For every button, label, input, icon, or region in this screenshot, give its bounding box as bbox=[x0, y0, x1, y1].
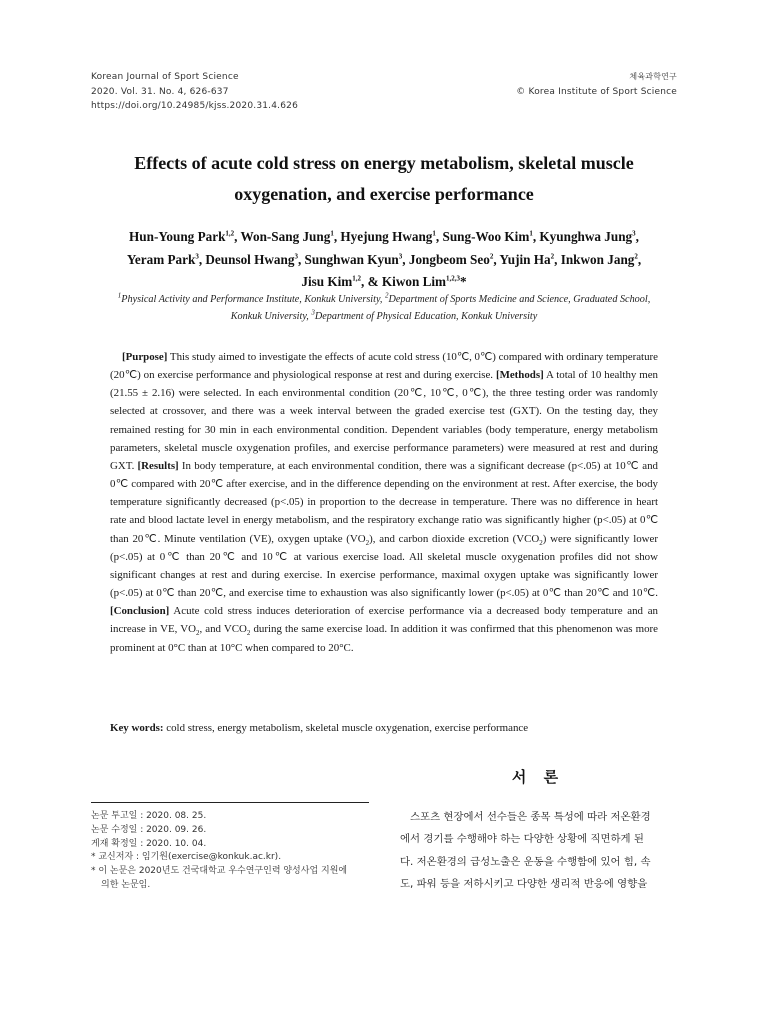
author-name: Kiwon Lim bbox=[381, 274, 447, 289]
affiliation-line-2 bbox=[90, 308, 678, 325]
results-text: ) were significantly lower (p<.05) at 0℃ than 20℃ and 10℃ at various exercise load. All skeletal muscle oxygenation profiles did not show significant changes at rest and during exercise. In exercise performance, maximal oxygen uptake was significantly lower (p<.05) at 0℃ than 20℃, and exercise time to exhaustion was also significantly lower (p<.05) at 0℃ than 20℃ and 10℃. bbox=[110, 532, 658, 600]
body-line: 스포츠 현장에서 선수들은 종목 특성에 따라 저온환경 bbox=[410, 811, 651, 823]
affiliation-2: Department of Sports Medicine and Science, Graduated School, bbox=[388, 294, 651, 305]
journal-name: Korean Journal of Sport Science bbox=[91, 72, 239, 82]
body-line: 도, 파워 등을 저하시키고 다양한 생리적 반응에 영향을 bbox=[400, 878, 648, 891]
author-line-2 bbox=[90, 249, 678, 272]
results-text: ), and carbon dioxide excretion (VCO bbox=[369, 532, 540, 545]
author-separator: , bbox=[402, 251, 409, 267]
affiliation-line-1 bbox=[90, 291, 678, 308]
author-affiliation-marker: 3 bbox=[294, 252, 298, 261]
conclusion-text: , and VCO bbox=[199, 623, 247, 636]
author-name: Deunsol Hwang bbox=[205, 251, 295, 267]
author-affiliation-marker: 2 bbox=[634, 252, 638, 261]
keywords bbox=[110, 720, 670, 736]
author-entry bbox=[127, 252, 206, 267]
title-line-2: oxygenation, and exercise performance bbox=[234, 184, 534, 204]
affiliation-marker: 1 bbox=[117, 291, 122, 300]
author-separator: , bbox=[435, 229, 443, 244]
author-list bbox=[90, 226, 678, 294]
copyright: © Korea Institute of Sport Science bbox=[516, 86, 677, 97]
author-name: Sung-Woo Kim bbox=[442, 229, 530, 244]
author-affiliation-marker: 1,2 bbox=[352, 274, 362, 283]
footnote-submitted: 논문 투고일 : 2020. 08. 25. bbox=[91, 811, 207, 821]
conclusion-label: [Conclusion] bbox=[110, 605, 170, 618]
author-affiliation-marker: 2 bbox=[489, 252, 494, 261]
footnote-funding: * 이 논문은 2020년도 건국대학교 우수연구인력 양성사업 지원에 bbox=[91, 866, 348, 877]
doi-link[interactable]: https://doi.org/10.24985/kjss.2020.31.4.626 bbox=[91, 101, 299, 111]
results-label: [Results] bbox=[137, 459, 179, 472]
author-separator: , bbox=[637, 251, 642, 267]
author-entry bbox=[442, 229, 539, 244]
author-entry bbox=[409, 252, 500, 267]
author-affiliation-marker: 3 bbox=[632, 229, 636, 238]
author-affiliation-marker: 2 bbox=[550, 252, 555, 261]
keywords-text: cold stress, energy metabolism, skeletal muscle oxygenation, exercise performance bbox=[163, 722, 529, 734]
author-affiliation-marker: 1 bbox=[330, 229, 334, 238]
body-line: 다. 저온환경의 급성노출은 운동을 수행함에 있어 힘, 속 bbox=[400, 855, 651, 868]
footnote-revised: 논문 수정일 : 2020. 09. 26. bbox=[91, 824, 207, 835]
subscript: 2 bbox=[365, 538, 370, 547]
author-separator: , bbox=[532, 229, 540, 244]
subscript: 2 bbox=[246, 629, 251, 638]
publisher-header bbox=[516, 70, 677, 99]
journal-header bbox=[91, 70, 298, 114]
results-text: In body temperature, at each environmental condition, there was a significant decrease (p<.05) at 10℃ and 0℃ compared with 20℃ after exercise, and in the difference depending on the environment at rest. After exercise, the body temperature significantly decreased (p<.05) in proportion to the decrease in temperature. There was no difference in heart rate and blood lactate level in energy metabolism, and the respiratory exchange ratio was significantly higher (p<.05) at 0℃ than 20℃. Minute ventilation (VE), oxygen uptake (VO bbox=[110, 459, 658, 545]
footnote-funding-cont: 의한 논문임. bbox=[101, 879, 151, 890]
journal-volume: 2020. Vol. 31. No. 4, 626-637 bbox=[91, 86, 229, 97]
footnote-corresponding-author: * 교신저자 : 임기원(exercise@konkuk.ac.kr). bbox=[91, 852, 282, 863]
author-name: Sunghwan Kyun bbox=[304, 251, 399, 267]
author-name: Jongbeom Seo bbox=[408, 251, 490, 267]
affiliation-marker: 3 bbox=[311, 308, 315, 317]
author-separator: , bbox=[493, 251, 500, 267]
author-name: Kyunghwa Jung bbox=[539, 229, 633, 244]
footnote-divider bbox=[91, 802, 369, 803]
purpose-label: [Purpose] bbox=[122, 351, 168, 363]
author-affiliation-marker: 3 bbox=[195, 252, 199, 261]
publisher-korean: 체육과학연구 bbox=[629, 72, 677, 81]
author-separator: , bbox=[333, 229, 341, 244]
author-entry bbox=[241, 229, 341, 244]
author-affiliation-marker: 1 bbox=[432, 229, 436, 238]
subscript: 2 bbox=[195, 629, 200, 638]
author-entry bbox=[561, 252, 641, 267]
author-separator: , bbox=[198, 251, 206, 267]
affiliation-marker: 2 bbox=[385, 291, 389, 300]
author-separator: * bbox=[460, 274, 467, 289]
author-entry bbox=[301, 274, 382, 289]
author-entry bbox=[340, 229, 442, 244]
author-name: Hun-Young Park bbox=[129, 229, 226, 244]
introduction-body bbox=[400, 806, 680, 896]
author-separator: , bbox=[554, 251, 561, 267]
body-line: 에서 경기를 수행해야 하는 다양한 상황에 직면하게 된 bbox=[400, 833, 644, 846]
author-name: Yujin Ha bbox=[499, 251, 551, 267]
section-title-introduction: 서 론 bbox=[511, 768, 565, 786]
footnotes bbox=[91, 810, 376, 893]
affiliation-3: Department of Physical Education, Konkuk University bbox=[314, 311, 538, 322]
author-name: Won-Sang Jung bbox=[240, 229, 331, 244]
conclusion-text: Acute cold stress induces deterioration of exercise performance via a decreased body temperature and an increase in VE, VO bbox=[110, 605, 658, 636]
paper-title bbox=[90, 148, 678, 210]
author-affiliation-marker: 1,2 bbox=[225, 229, 235, 238]
conclusion-text: during the same exercise load. In addition it was confirmed that this phenomenon was more prominent at 0°C than at 10°C when compared to 20°C. bbox=[110, 623, 658, 654]
author-affiliation-marker: 3 bbox=[398, 252, 403, 261]
author-affiliation-marker: 1,2,3 bbox=[446, 274, 461, 283]
author-entry bbox=[499, 252, 560, 267]
author-entry bbox=[205, 252, 304, 267]
author-separator: , bbox=[297, 251, 305, 267]
title-line-1: Effects of acute cold stress on energy metabolism, skeletal muscle bbox=[134, 153, 634, 173]
author-separator: , bbox=[234, 229, 241, 244]
footnote-accepted: 게재 확정일 : 2020. 10. 04. bbox=[91, 838, 207, 849]
author-entry bbox=[382, 274, 467, 289]
author-name: Inkwon Jang bbox=[560, 251, 635, 267]
abstract bbox=[110, 348, 658, 657]
author-separator: , bbox=[635, 229, 639, 244]
author-affiliation-marker: 1 bbox=[529, 229, 533, 238]
author-name: Yeram Park bbox=[126, 251, 196, 267]
affiliation-2-cont: Konkuk University, bbox=[230, 311, 312, 322]
affiliation-1: Physical Activity and Performance Institute, Konkuk University, bbox=[121, 294, 386, 305]
purpose-text: This study aimed to investigate the effects of acute cold stress (10℃, 0℃) compared with ordinary temperature (20℃) on exercise performance and physiological response at rest and during exercise. bbox=[110, 351, 658, 382]
author-name: Hyejung Hwang bbox=[340, 229, 433, 244]
affiliations bbox=[90, 291, 678, 325]
author-separator: , & bbox=[361, 274, 382, 289]
author-entry bbox=[129, 229, 240, 244]
methods-label: [Methods] bbox=[495, 369, 544, 382]
keywords-label: Key words: bbox=[110, 722, 164, 734]
author-line-1 bbox=[90, 226, 678, 249]
author-entry bbox=[539, 229, 639, 244]
subscript: 2 bbox=[539, 538, 543, 547]
methods-text: A total of 10 healthy men (21.55 ± 2.16) were selected. In each environmental condition (20℃, 10℃, 0℃), the three testing order was randomly selected at crossover, and there was a week interval between the graded exercise test (GXT). On the testing day, they remained resting for 30 min in each environmental condition. Dependent variables (body temperature, energy metabolism parameters, skeletal muscle oxygenation profiles, and exercise performance parameters) were measured at rest and during GXT. bbox=[110, 369, 658, 472]
author-entry bbox=[305, 252, 409, 267]
author-name: Jisu Kim bbox=[301, 274, 353, 289]
